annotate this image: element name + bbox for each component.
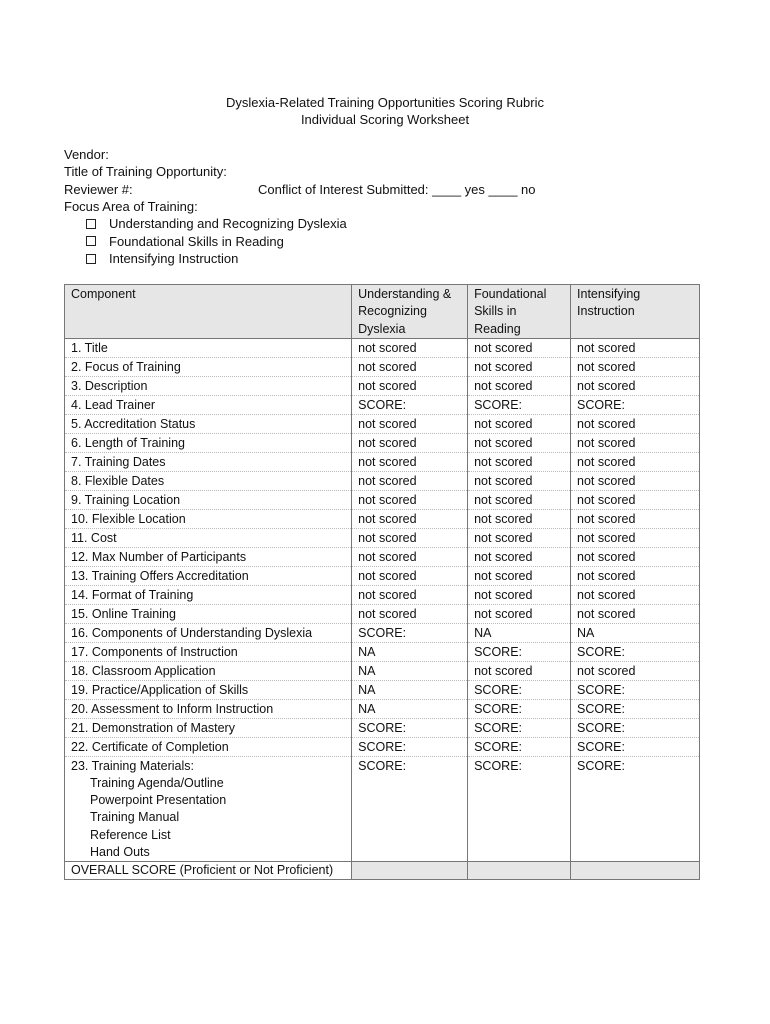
score-cell-foundational[interactable]: not scored <box>468 433 571 452</box>
header-component: Component <box>65 285 352 339</box>
score-cell-understanding[interactable]: not scored <box>352 547 468 566</box>
component-cell: 18. Classroom Application <box>65 661 352 680</box>
materials-section <box>65 756 700 861</box>
materials-cell <box>65 756 352 861</box>
header-understanding: Understanding & Recognizing Dyslexia <box>352 285 468 339</box>
score-cell-understanding[interactable]: not scored <box>352 338 468 357</box>
score-cell-foundational[interactable]: not scored <box>468 604 571 623</box>
training-title-field[interactable]: Title of Training Opportunity: <box>64 164 227 180</box>
component-cell: 6. Length of Training <box>65 433 352 452</box>
score-cell-intensifying[interactable]: not scored <box>571 433 700 452</box>
focus-area-label: Focus Area of Training: <box>64 198 198 214</box>
score-cell-intensifying[interactable]: SCORE: <box>571 718 700 737</box>
score-cell-intensifying[interactable]: not scored <box>571 376 700 395</box>
materials-score-understanding[interactable]: SCORE: <box>352 756 468 861</box>
table-row <box>65 357 700 376</box>
materials-label: 23. Training Materials: <box>71 758 194 773</box>
checkbox-icon[interactable] <box>86 236 96 246</box>
score-cell-intensifying[interactable]: not scored <box>571 509 700 528</box>
table-row <box>65 452 700 471</box>
component-cell: 3. Description <box>65 376 352 395</box>
focus-option-understanding[interactable] <box>86 215 347 233</box>
materials-score-intensifying[interactable]: SCORE: <box>571 756 700 861</box>
score-cell-intensifying[interactable]: SCORE: <box>571 395 700 414</box>
component-cell: 8. Flexible Dates <box>65 471 352 490</box>
component-cell: 1. Title <box>65 338 352 357</box>
score-cell-understanding[interactable]: SCORE: <box>352 395 468 414</box>
score-cell-intensifying[interactable]: not scored <box>571 566 700 585</box>
score-cell-foundational[interactable]: not scored <box>468 490 571 509</box>
component-cell: 17. Components of Instruction <box>65 642 352 661</box>
materials-score-foundational[interactable]: SCORE: <box>468 756 571 861</box>
score-cell-foundational[interactable]: not scored <box>468 376 571 395</box>
component-cell: 21. Demonstration of Mastery <box>65 718 352 737</box>
score-cell-understanding[interactable]: SCORE: <box>352 623 468 642</box>
overall-score-foundational[interactable] <box>468 862 571 880</box>
reviewer-row <box>64 181 536 198</box>
form-fields <box>64 146 536 268</box>
score-cell-understanding[interactable]: NA <box>352 699 468 718</box>
vendor-field[interactable]: Vendor: <box>64 147 109 162</box>
score-cell-understanding[interactable]: not scored <box>352 471 468 490</box>
component-cell: 20. Assessment to Inform Instruction <box>65 699 352 718</box>
score-cell-intensifying[interactable]: SCORE: <box>571 642 700 661</box>
component-cell: 19. Practice/Application of Skills <box>65 680 352 699</box>
score-cell-intensifying[interactable]: not scored <box>571 414 700 433</box>
overall-score-row <box>65 862 700 880</box>
score-cell-foundational[interactable]: SCORE: <box>468 680 571 699</box>
document-title: Dyslexia-Related Training Opportunities Scoring Rubric <box>226 95 544 110</box>
score-cell-foundational[interactable]: SCORE: <box>468 718 571 737</box>
component-cell: 7. Training Dates <box>65 452 352 471</box>
score-cell-foundational[interactable]: NA <box>468 623 571 642</box>
table-row <box>65 376 700 395</box>
score-cell-understanding[interactable]: not scored <box>352 452 468 471</box>
component-cell: 14. Format of Training <box>65 585 352 604</box>
score-cell-foundational[interactable]: not scored <box>468 338 571 357</box>
score-cell-understanding[interactable]: not scored <box>352 585 468 604</box>
score-cell-intensifying[interactable]: not scored <box>571 661 700 680</box>
score-cell-intensifying[interactable]: SCORE: <box>571 680 700 699</box>
table-header-row <box>65 285 700 339</box>
component-cell: 11. Cost <box>65 528 352 547</box>
table-row <box>65 623 700 642</box>
score-cell-foundational[interactable]: not scored <box>468 357 571 376</box>
table-row <box>65 509 700 528</box>
materials-item: Training Manual <box>90 810 180 825</box>
score-cell-understanding[interactable]: NA <box>352 680 468 699</box>
overall-score-intensifying[interactable] <box>571 862 700 880</box>
focus-area-options <box>86 215 347 268</box>
score-cell-intensifying[interactable]: not scored <box>571 490 700 509</box>
score-cell-intensifying[interactable]: NA <box>571 623 700 642</box>
table-row <box>65 699 700 718</box>
score-cell-intensifying[interactable]: not scored <box>571 452 700 471</box>
table-row <box>65 395 700 414</box>
score-cell-foundational[interactable]: not scored <box>468 585 571 604</box>
table-row <box>65 718 700 737</box>
score-cell-foundational[interactable]: SCORE: <box>468 642 571 661</box>
component-cell: 13. Training Offers Accreditation <box>65 566 352 585</box>
focus-option-label: Foundational Skills in Reading <box>109 233 284 249</box>
score-cell-foundational[interactable]: not scored <box>468 661 571 680</box>
score-cell-intensifying[interactable]: not scored <box>571 585 700 604</box>
document-subtitle: Individual Scoring Worksheet <box>300 112 470 127</box>
score-cell-understanding[interactable]: not scored <box>352 490 468 509</box>
score-cell-understanding[interactable]: not scored <box>352 433 468 452</box>
reviewer-field[interactable]: Reviewer #: <box>64 181 133 197</box>
score-cell-foundational[interactable]: not scored <box>468 452 571 471</box>
score-cell-understanding[interactable]: not scored <box>352 509 468 528</box>
table-row <box>65 338 700 357</box>
focus-option-label: Understanding and Recognizing Dyslexia <box>109 216 347 232</box>
table-row <box>65 585 700 604</box>
focus-option-label: Intensifying Instruction <box>109 251 239 267</box>
table-row <box>65 490 700 509</box>
table-row <box>65 566 700 585</box>
score-cell-understanding[interactable]: SCORE: <box>352 737 468 756</box>
score-cell-intensifying[interactable]: not scored <box>571 528 700 547</box>
document-header <box>0 94 770 128</box>
component-cell: 10. Flexible Location <box>65 509 352 528</box>
component-cell: 16. Components of Understanding Dyslexia <box>65 623 352 642</box>
overall-score-label: OVERALL SCORE (Proficient or Not Proficient) <box>65 862 352 880</box>
score-cell-intensifying[interactable]: not scored <box>571 547 700 566</box>
component-cell: 22. Certificate of Completion <box>65 737 352 756</box>
component-cell: 15. Online Training <box>65 604 352 623</box>
score-cell-understanding[interactable]: not scored <box>352 357 468 376</box>
score-cell-foundational[interactable]: not scored <box>468 528 571 547</box>
score-cell-intensifying[interactable]: not scored <box>571 471 700 490</box>
score-cell-foundational[interactable]: not scored <box>468 566 571 585</box>
component-cell: 4. Lead Trainer <box>65 395 352 414</box>
table-row <box>65 642 700 661</box>
materials-item: Reference List <box>90 827 171 842</box>
checkbox-icon[interactable] <box>86 254 96 264</box>
score-cell-foundational[interactable]: not scored <box>468 471 571 490</box>
overall-score-understanding[interactable] <box>352 862 468 880</box>
materials-item: Training Agenda/Outline <box>90 775 224 790</box>
conflict-of-interest-field[interactable]: Conflict of Interest Submitted: ____ yes ____ no <box>258 181 536 197</box>
score-cell-understanding[interactable]: not scored <box>352 528 468 547</box>
component-cell: 2. Focus of Training <box>65 357 352 376</box>
table-row <box>65 414 700 433</box>
table-row <box>65 528 700 547</box>
header-intensifying: Intensifying Instruction <box>571 285 700 339</box>
score-cell-foundational[interactable]: not scored <box>468 547 571 566</box>
table-row <box>65 547 700 566</box>
score-cell-understanding[interactable]: SCORE: <box>352 718 468 737</box>
component-cell: 12. Max Number of Participants <box>65 547 352 566</box>
score-cell-intensifying[interactable]: SCORE: <box>571 699 700 718</box>
score-cell-intensifying[interactable]: not scored <box>571 604 700 623</box>
score-cell-intensifying[interactable]: SCORE: <box>571 737 700 756</box>
score-cell-foundational[interactable]: SCORE: <box>468 395 571 414</box>
score-cell-intensifying[interactable]: not scored <box>571 338 700 357</box>
header-foundational: Foundational Skills in Reading <box>468 285 571 339</box>
score-cell-understanding[interactable]: not scored <box>352 566 468 585</box>
score-cell-understanding[interactable]: not scored <box>352 414 468 433</box>
score-cell-foundational[interactable]: not scored <box>468 509 571 528</box>
score-cell-understanding[interactable]: NA <box>352 642 468 661</box>
focus-option-foundational[interactable] <box>86 233 347 251</box>
component-cell: 5. Accreditation Status <box>65 414 352 433</box>
table-row <box>65 680 700 699</box>
score-cell-foundational[interactable]: SCORE: <box>468 699 571 718</box>
materials-item: Hand Outs <box>90 845 150 860</box>
component-cell: 9. Training Location <box>65 490 352 509</box>
score-cell-foundational[interactable]: not scored <box>468 414 571 433</box>
table-row <box>65 737 700 756</box>
table-row <box>65 471 700 490</box>
scoring-rubric-table <box>64 284 700 880</box>
score-cell-understanding[interactable]: NA <box>352 661 468 680</box>
table-row <box>65 433 700 452</box>
rubric-body <box>65 338 700 756</box>
table-row <box>65 604 700 623</box>
score-cell-intensifying[interactable]: not scored <box>571 357 700 376</box>
table-row <box>65 756 700 861</box>
score-cell-understanding[interactable]: not scored <box>352 376 468 395</box>
score-cell-foundational[interactable]: SCORE: <box>468 737 571 756</box>
focus-option-intensifying[interactable] <box>86 250 347 268</box>
materials-item: Powerpoint Presentation <box>90 793 227 808</box>
score-cell-understanding[interactable]: not scored <box>352 604 468 623</box>
checkbox-icon[interactable] <box>86 219 96 229</box>
table-row <box>65 661 700 680</box>
